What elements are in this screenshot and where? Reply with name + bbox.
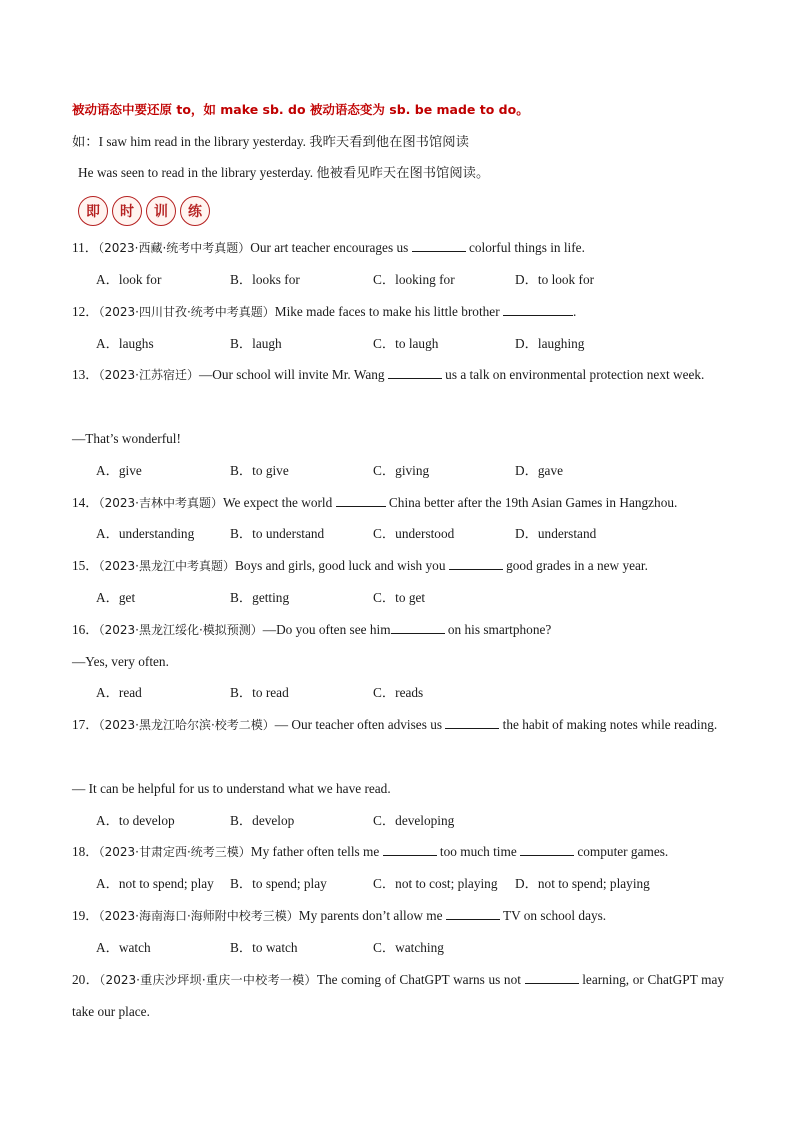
option-b[interactable]: B．looks for <box>230 272 300 287</box>
option-d[interactable]: D．gave <box>515 463 563 478</box>
option-a[interactable]: A．laughs <box>96 336 154 351</box>
example-sentence-passive: He was seen to read in the library yesterday. 他被看见昨天在图书馆阅读。 <box>78 165 490 180</box>
question-stem: 20．（2023·重庆沙坪坝·重庆一中校考一模）The coming of ChatGPT warns us not learning, or ChatGPT may take our place. <box>72 972 725 1019</box>
dialogue-reply: —Yes, very often. <box>72 654 169 669</box>
option-a[interactable]: A．to develop <box>96 813 175 828</box>
question-14 <box>72 494 724 512</box>
options-14 <box>96 525 736 543</box>
options-13 <box>96 462 736 480</box>
question-stem: 11．（2023·西藏·统考中考真题）Our art teacher encourages us colorful things in life. <box>72 240 585 255</box>
question-stem: 14．（2023·吉林中考真题）We expect the world China better after the 19th Asian Games in Hangzhou. <box>72 495 678 510</box>
options-12 <box>96 335 736 353</box>
answer-blank[interactable] <box>525 971 579 984</box>
answer-blank[interactable] <box>388 366 442 379</box>
option-a[interactable]: A．look for <box>96 272 162 287</box>
option-d[interactable]: D．not to spend; playing <box>515 876 650 891</box>
answer-blank[interactable] <box>412 239 466 252</box>
option-b[interactable]: B．getting <box>230 590 290 605</box>
question-stem: 17．（2023·黑龙江哈尔滨·校考二模）— Our teacher often advises us the habit of making notes while reading. <box>72 717 718 732</box>
question-stem: 15．（2023·黑龙江中考真题）Boys and girls, good luck and wish you good grades in a new year. <box>72 558 648 573</box>
option-b[interactable]: B．to give <box>230 463 289 478</box>
options-15 <box>96 589 736 607</box>
question-12 <box>72 303 724 321</box>
option-c[interactable]: C．watching <box>373 940 444 955</box>
banner-char: 即 <box>78 196 108 226</box>
question-15 <box>72 557 724 575</box>
options-17 <box>96 812 736 830</box>
option-b[interactable]: B．to watch <box>230 940 298 955</box>
option-b[interactable]: B．to read <box>230 685 289 700</box>
banner-char: 练 <box>180 196 210 226</box>
question-18 <box>72 843 724 861</box>
option-d[interactable]: D．laughing <box>515 336 585 351</box>
option-a[interactable]: A．watch <box>96 940 151 955</box>
question-16 <box>72 621 724 639</box>
answer-blank[interactable] <box>383 843 437 856</box>
question-stem: 16．（2023·黑龙江绥化·模拟预测）—Do you often see him on his smartphone? <box>72 622 552 637</box>
option-d[interactable]: D．understand <box>515 526 597 541</box>
question-stem: 13．（2023·江苏宿迁）—Our school will invite Mr. Wang us a talk on environmental protection next week. <box>72 367 705 382</box>
option-a[interactable]: A．give <box>96 463 142 478</box>
question-stem: 12．（2023·四川甘孜·统考中考真题）Mike made faces to make his little brother . <box>72 304 577 319</box>
banner-char: 时 <box>112 196 142 226</box>
example-sentence-active: 如：I saw him read in the library yesterday. 我昨天看到他在图书馆阅读 <box>72 134 469 149</box>
grammar-rule: 被动语态中要还原 to，如 make sb. do 被动语态变为 sb. be made to do。 <box>72 102 529 117</box>
option-a[interactable]: A．get <box>96 590 136 605</box>
dialogue-reply: — It can be helpful for us to understand what we have read. <box>72 781 391 796</box>
question-13 <box>72 366 724 391</box>
option-b[interactable]: B．to understand <box>230 526 325 541</box>
options-11 <box>96 271 736 289</box>
option-b[interactable]: B．develop <box>230 813 295 828</box>
option-d[interactable]: D．to look for <box>515 272 595 287</box>
question-stem: 18．（2023·甘肃定西·统考三模）My father often tells me too much time computer games. <box>72 844 669 859</box>
answer-blank[interactable] <box>503 303 573 316</box>
option-c[interactable]: C．developing <box>373 813 455 828</box>
option-c[interactable]: C．looking for <box>373 272 455 287</box>
answer-blank[interactable] <box>520 843 574 856</box>
option-b[interactable]: B．to spend; play <box>230 876 327 891</box>
option-c[interactable]: C．not to cost; playing <box>373 876 498 891</box>
banner-char: 训 <box>146 196 176 226</box>
option-a[interactable]: A．understanding <box>96 526 195 541</box>
options-16 <box>96 684 736 702</box>
option-c[interactable]: C．giving <box>373 463 430 478</box>
question-17 <box>72 716 724 741</box>
option-c[interactable]: C．to get <box>373 590 426 605</box>
answer-blank[interactable] <box>445 716 499 729</box>
answer-blank[interactable] <box>391 621 445 634</box>
option-c[interactable]: C．to laugh <box>373 336 439 351</box>
dialogue-reply: —That’s wonderful! <box>72 431 181 446</box>
option-b[interactable]: B．laugh <box>230 336 282 351</box>
question-19 <box>72 907 724 925</box>
question-20 <box>72 971 724 1028</box>
question-11 <box>72 239 724 257</box>
option-a[interactable]: A．read <box>96 685 142 700</box>
option-c[interactable]: C．understood <box>373 526 455 541</box>
options-18 <box>96 875 736 893</box>
answer-blank[interactable] <box>449 557 503 570</box>
answer-blank[interactable] <box>446 907 500 920</box>
answer-blank[interactable] <box>336 494 386 507</box>
question-stem: 19．（2023·海南海口·海师附中校考三模）My parents don’t allow me TV on school days. <box>72 908 607 923</box>
option-a[interactable]: A．not to spend; play <box>96 876 214 891</box>
practice-banner <box>78 196 210 226</box>
options-19 <box>96 939 736 957</box>
option-c[interactable]: C．reads <box>373 685 424 700</box>
